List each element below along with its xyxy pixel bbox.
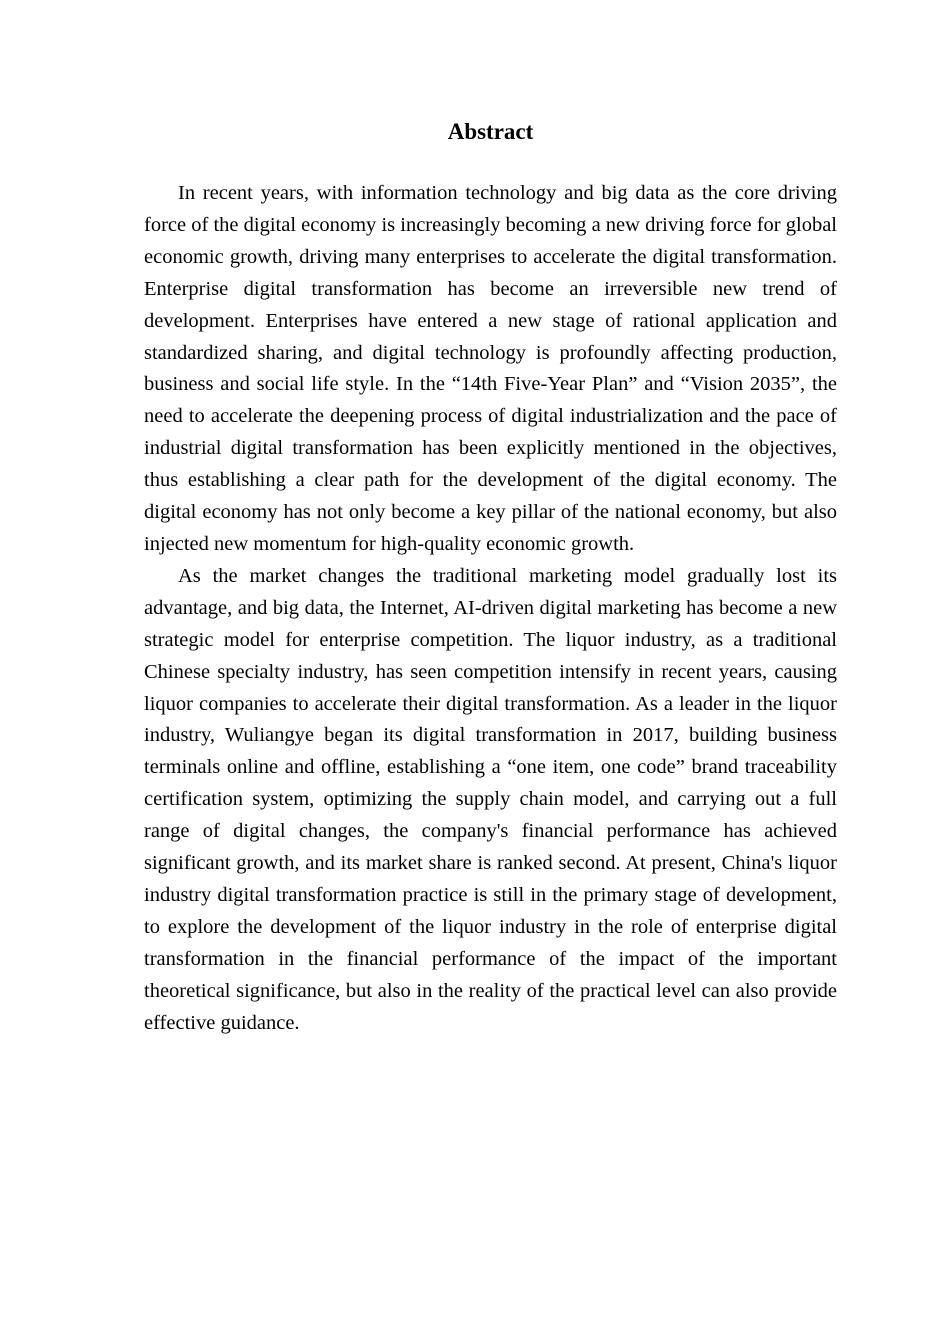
page-title: Abstract [447, 119, 534, 144]
document-page [144, 114, 837, 1039]
abstract-paragraph-2: As the market changes the traditional marketing model gradually lost its advantage, and big data, the Internet, AI-driven digital marketing has become a new strategic model for enterprise competition. The liquor industry, as a traditional Chinese specialty industry, has seen competition intensify in recent years, causing liquor companies to accelerate their digital transformation. As a leader in the liquor industry, Wuliangye began its digital transformation in 2017, building business terminals online and offline, establishing a “one item, one code” brand traceability certification system, optimizing the supply chain model, and carrying out a full range of digital changes, the company's financial performance has achieved significant growth, and its market share is ranked second. At present, China's liquor industry digital transformation practice is still in the primary stage of development, to explore the development of the liquor industry in the role of enterprise digital transformation in the financial performance of the impact of the important theoretical significance, but also in the reality of the practical level can also provide effective guidance. [144, 564, 837, 1034]
abstract-paragraph-1: In recent years, with information technology and big data as the core driving force of the digital economy is increasingly becoming a new driving force for global economic growth, driving many enterprises to accelerate the digital transformation. Enterprise digital transformation has become an irreversible new trend of development. Enterprises have entered a new stage of rational application and standardized sharing, and digital technology is profoundly affecting production, business and social life style. In the “14th Five-Year Plan” and “Vision 2035”, the need to accelerate the deepening process of digital industrialization and the pace of industrial digital transformation has been explicitly mentioned in the objectives, thus establishing a clear path for the development of the digital economy. The digital economy has not only become a key pillar of the national economy, but also injected new momentum for high-quality economic growth. [144, 182, 837, 555]
